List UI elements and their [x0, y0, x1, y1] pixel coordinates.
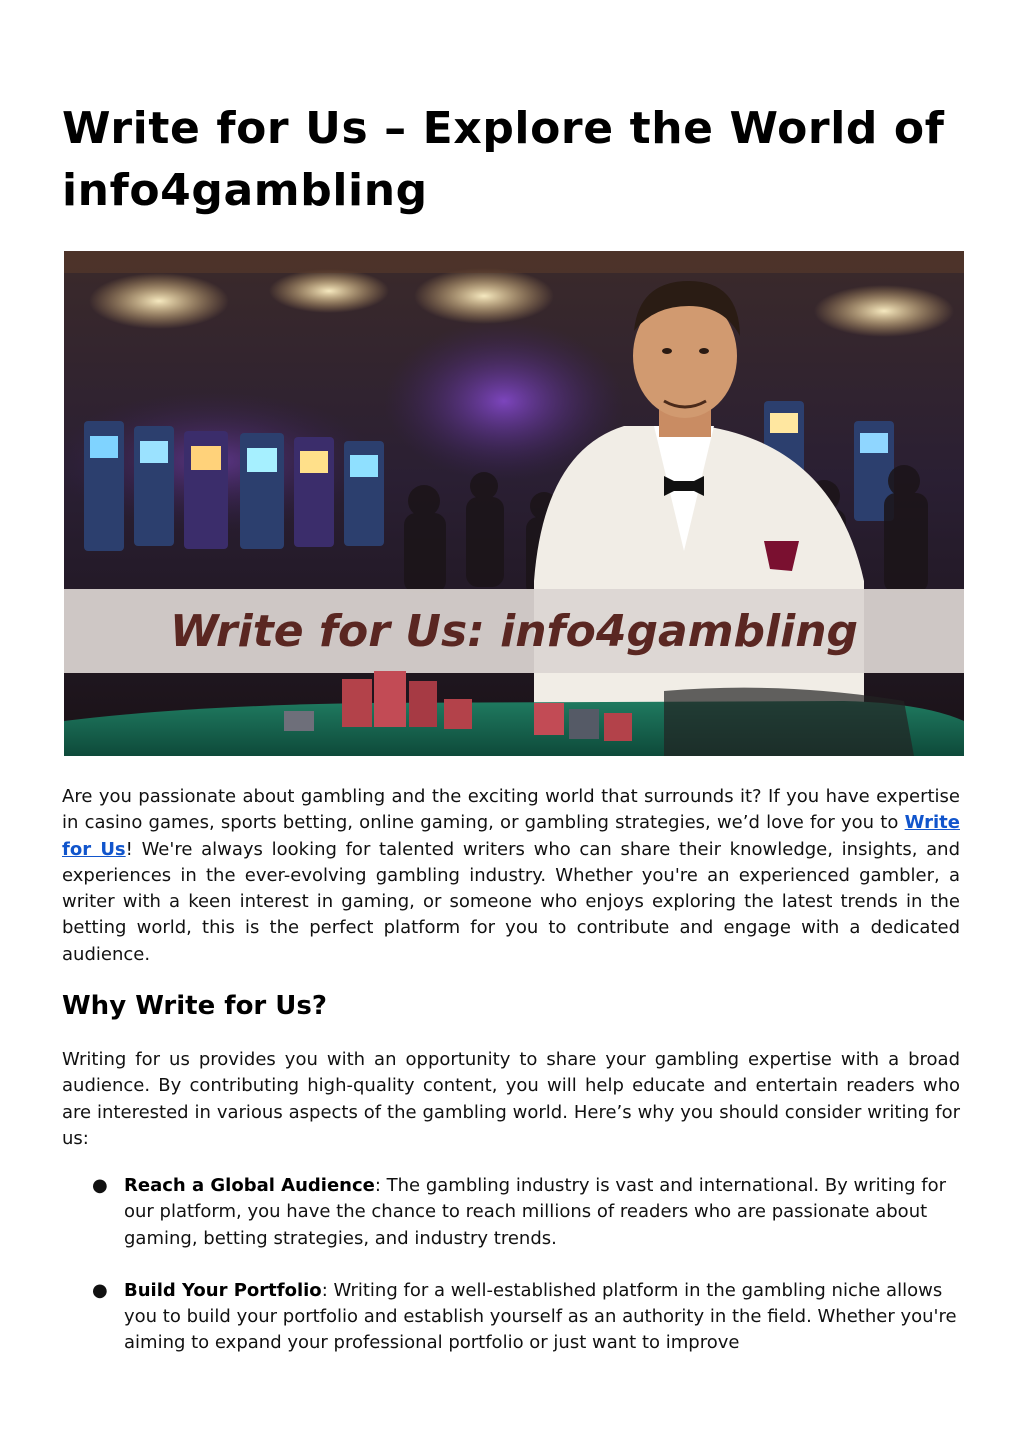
write-for-us-link[interactable]: Write for Us — [62, 812, 960, 860]
intro-text-end: ! We're always looking for talented writers who can share their knowledge, insights, and experiences in the ever-evolving gambling industry. Whether you're an experienced gambler, a writer with a keen interest in gaming, or someone who enjoys exploring the latest trends in the betting world, this is the perfect platform for you to contribute and engage with a dedicated audience. — [62, 838, 961, 965]
why-heading: Why Write for Us? — [62, 991, 327, 1021]
intro-paragraph — [62, 784, 960, 968]
why-paragraph: Writing for us provides you with an opportunity to share your gambling expertise with a broad audience. By contributing high-quality content, you will help educate and entertain readers who are interested in various aspects of the gambling world. Here’s why you should consider writing for us: — [62, 1049, 960, 1149]
bullet-icon: ● — [92, 1175, 108, 1196]
hero-image — [64, 251, 964, 756]
list-item — [62, 1173, 960, 1252]
banner-text: Write for Us: info4gambling — [169, 606, 859, 657]
list-item-text: : Writing for a well-established platform in the gambling niche allows you to build your portfolio and establish yourself as an authority in the field. Whether you're aiming to expand your professional portfolio or just want to improve — [124, 1279, 957, 1354]
benefits-list — [62, 1173, 960, 1383]
page-title: Write for Us – Explore the World of info4gambling — [62, 103, 945, 216]
list-item-text: : The gambling industry is vast and international. By writing for our platform, you have the chance to reach millions of readers who are passionate about gaming, betting strategies, and industry trends. — [124, 1175, 947, 1249]
list-item — [62, 1278, 960, 1357]
list-item-title: Build Your Portfolio — [124, 1279, 322, 1301]
intro-text-start: Are you passionate about gambling and the exciting world that surrounds it? If you have expertise in casino games, sports betting, online gaming, or gambling strategies, we’d love for you to — [62, 786, 960, 834]
list-item-title: Reach a Global Audience — [124, 1175, 375, 1196]
bullet-icon: ● — [92, 1279, 108, 1301]
